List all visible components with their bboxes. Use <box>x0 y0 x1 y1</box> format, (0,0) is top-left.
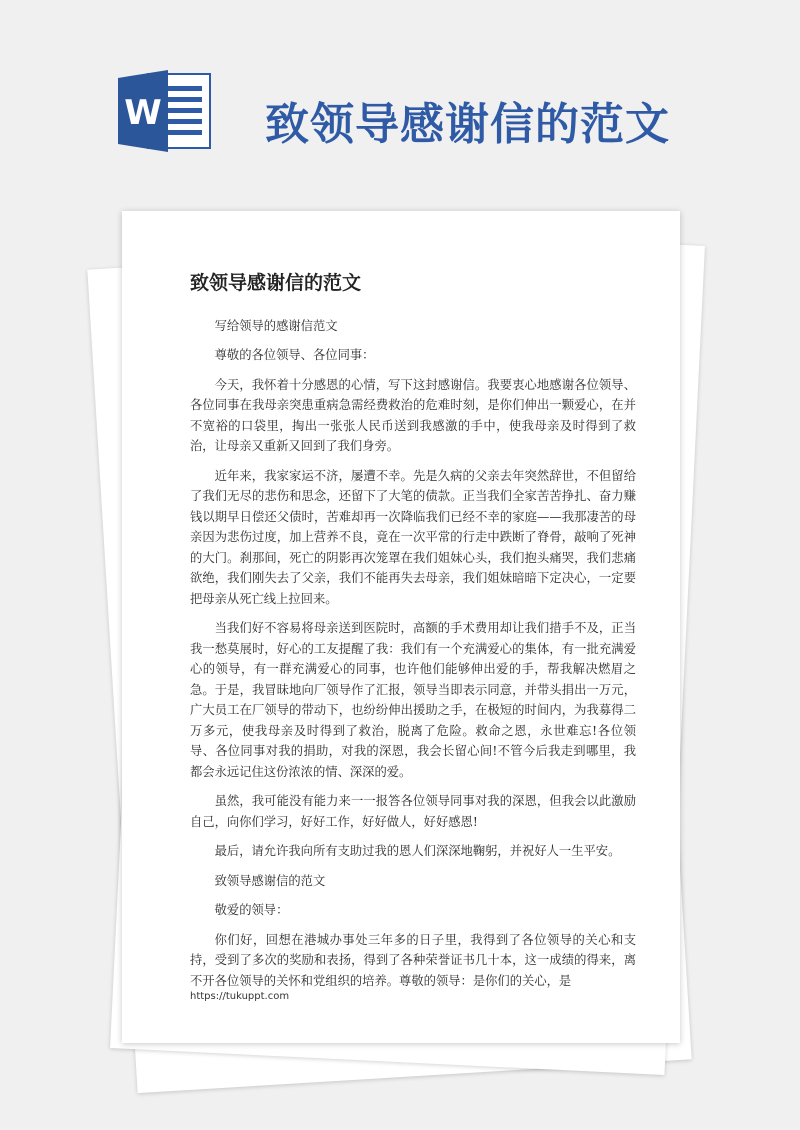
svg-text:W: W <box>124 93 162 133</box>
paragraph: 最后，请允许我向所有支助过我的恩人们深深地鞠躬，并祝好人一生平安。 <box>214 844 621 859</box>
document-body <box>190 271 636 1000</box>
word-icon <box>118 68 214 154</box>
banner <box>0 0 800 200</box>
paragraph: 虽然，我可能没有能力来一一报答各位领导同事对我的深恩，但我会以此激励自己，向你们学习，好好工作，好好做人，好好感恩! <box>190 794 636 829</box>
paragraph: 今天，我怀着十分感恩的心情，写下这封感谢信。我要衷心地感谢各位领导、各位同事在我母亲突患重病急需经费救治的危难时刻，是你们伸出一颗爱心，在并不宽裕的口袋里，掏出一张张人民币送到我感激的手中，使我母亲及时得到了救治，让母亲又重新又回到了我们身旁。 <box>190 377 636 454</box>
footer-url: https://tukuppt.com <box>190 991 290 1002</box>
banner-title: 致领导感谢信的范文 <box>265 99 670 150</box>
paragraph: 致领导感谢信的范文 <box>214 873 326 888</box>
paragraph: 写给领导的感谢信范文 <box>214 318 338 333</box>
paragraph: 你们好，回想在港城办事处三年多的日子里，我得到了各位领导的关心和支持，受到了多次的奖励和表扬，得到了各种荣誉证书几十本，这一成绩的得来，离不开各位领导的关怀和党组织的培养。尊敬的领导：是你们的关心，是 <box>190 932 636 988</box>
document-title: 致领导感谢信的范文 <box>190 272 362 294</box>
paragraph: 敬爱的领导： <box>214 903 289 918</box>
paragraph: 当我们好不容易将母亲送到医院时，高额的手术费用却让我们措手不及，正当我一愁莫展时，好心的工友提醒了我：我们有一个充满爱心的集体，有一批充满爱心的领导，有一群充满爱心的同事，也许他们能够伸出爱的手，帮我解决燃眉之急。于是，我冒昧地向厂领导作了汇报，领导当即表示同意，并带头捐出一万元，广大员工在厂领导的带动下，也纷纷伸出援助之手，在极短的时间内，为我募得二万多元，使我母亲及时得到了救治，脱离了危险。救命之恩，永世难忘!各位领导、各位同事对我的捐助，对我的深恩，我会长留心间!不管今后我走到哪里，我都会永远记住这份浓浓的情、深深的爱。 <box>190 621 636 779</box>
paragraph: 近年来，我家家运不济，屡遭不幸。先是久病的父亲去年突然辞世，不但留给了我们无尽的悲伤和思念，还留下了大笔的债款。正当我们全家苦苦挣扎、奋力赚钱以期早日偿还父债时，苦难却再一次降临我们已经不幸的家庭——我那凄苦的母亲因为悲伤过度，加上营养不良，竟在一次平常的行走中跌断了脊骨，敲响了死神的大门。刹那间，死亡的阴影再次笼罩在我们姐妹心头，我们抱头痛哭，我们悲痛欲绝，我们刚失去了父亲，我们不能再失去母亲，我们姐妹暗暗下定决心，一定要把母亲从死亡线上拉回来。 <box>190 468 636 606</box>
document-page <box>122 211 680 1043</box>
paragraph: 尊敬的各位领导、各位同事： <box>214 348 375 363</box>
